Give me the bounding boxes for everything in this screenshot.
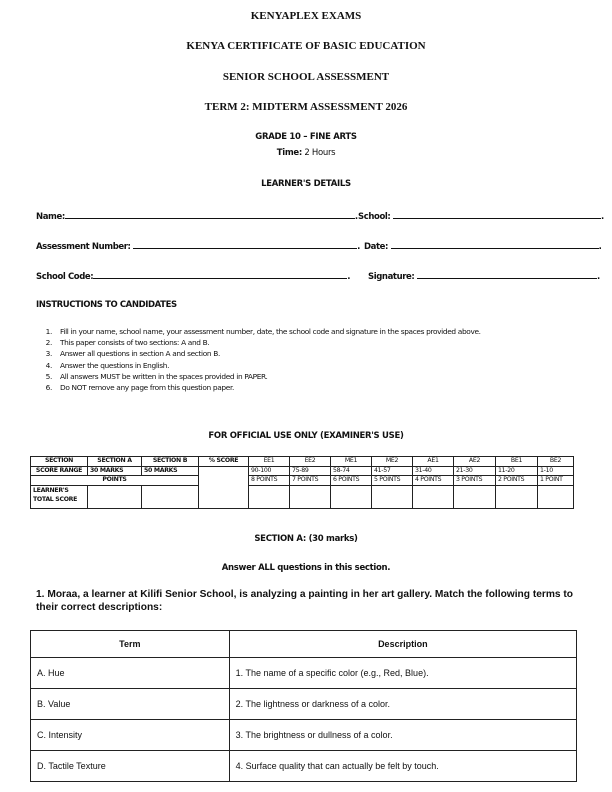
level-header-cell: AE2: [454, 457, 496, 467]
school-row: School: .: [358, 212, 604, 222]
level-score-cell[interactable]: [249, 485, 290, 508]
time-line: [0, 148, 612, 158]
points-cell: 3 POINTS: [454, 476, 496, 486]
certificate-title: KENYA CERTIFICATE OF BASIC EDUCATION: [186, 40, 426, 52]
assessment-number-label: Assessment Number:: [36, 242, 131, 252]
school-code-label: School Code:: [36, 272, 94, 282]
points-cell: 4 POINTS: [413, 476, 454, 486]
date-row: Date: .: [364, 242, 602, 252]
description-cell: 2. The lightness or darkness of a color.: [229, 689, 576, 720]
instruction-item: 3. Answer all questions in section A and section B.: [54, 348, 594, 359]
points-cell: 7 POINTS: [290, 476, 331, 486]
assessment-number-field[interactable]: [133, 240, 357, 249]
instruction-item: 5. All answers MUST be written in the spaces provided in PAPER.: [54, 371, 594, 382]
range-cell: 31-40: [413, 466, 454, 476]
school-label: School:: [358, 212, 391, 222]
level-header-cell: ME2: [372, 457, 413, 467]
points-cell: 2 POINTS: [496, 476, 538, 486]
term-cell: A. Hue: [31, 658, 230, 689]
section-a-subheading: Answer ALL questions in this section.: [221, 563, 391, 573]
description-cell: 1. The name of a specific color (e.g., Red, Blue).: [229, 658, 576, 689]
level-score-cell[interactable]: [372, 485, 413, 508]
learner-total-score-label-cell: [31, 485, 88, 508]
range-cell: 1-10: [538, 466, 574, 476]
table-row: [31, 658, 577, 689]
table-row: [31, 689, 577, 720]
question-1: 1. Moraa, a learner at Kilifi Senior School, is analyzing a painting in her art gallery. Match the following terms to their correct descriptions:: [36, 589, 574, 613]
instructions-heading: INSTRUCTIONS TO CANDIDATES: [36, 300, 177, 310]
official-score-table: [30, 456, 574, 509]
table-row: [31, 631, 577, 658]
points-cell: 6 POINTS: [331, 476, 372, 486]
section-a-score-cell[interactable]: [88, 485, 142, 508]
learner-score-label-line1: LEARNER'S: [33, 486, 69, 494]
description-cell: 3. The brightness or dullness of a color.: [229, 720, 576, 751]
percent-score-header-cell: % SCORE: [199, 457, 249, 467]
term-title: TERM 2: MIDTERM ASSESSMENT 2026: [204, 101, 408, 113]
level-header-cell: AE1: [413, 457, 454, 467]
range-cell: 21-30: [454, 466, 496, 476]
level-score-cell[interactable]: [413, 485, 454, 508]
name-field[interactable]: [65, 210, 355, 219]
table-row: [31, 751, 577, 782]
date-field[interactable]: [391, 240, 599, 249]
points-cell: 8 POINTS: [249, 476, 290, 486]
signature-field[interactable]: [417, 270, 597, 279]
range-cell: 58-74: [331, 466, 372, 476]
name-label: Name:: [36, 212, 65, 222]
section-a-heading: SECTION A: (30 marks): [254, 534, 358, 544]
level-score-cell[interactable]: [454, 485, 496, 508]
table-row: [31, 476, 574, 486]
range-cell: 11-20: [496, 466, 538, 476]
level-header-cell: EE1: [249, 457, 290, 467]
section-a-header-cell: SECTION A: [88, 457, 142, 467]
school-field[interactable]: [393, 210, 601, 219]
range-cell: 90-100: [249, 466, 290, 476]
level-score-cell[interactable]: [290, 485, 331, 508]
instructions-list: [36, 326, 594, 393]
description-header: Description: [229, 631, 576, 658]
instruction-item: 1. Fill in your name, school name, your assessment number, date, the school code and signature in the spaces provided above.: [54, 326, 594, 337]
section-header-cell: SECTION: [31, 457, 88, 467]
points-label-cell: POINTS: [31, 476, 199, 486]
school-code-field[interactable]: [93, 270, 347, 279]
learner-score-label-line2: TOTAL SCORE: [33, 495, 78, 503]
signature-row: Signature: .: [368, 272, 600, 282]
term-cell: C. Intensity: [31, 720, 230, 751]
percent-score-cell[interactable]: [199, 466, 249, 508]
assessment-title: SENIOR SCHOOL ASSESSMENT: [222, 71, 390, 83]
description-cell: 4. Surface quality that can actually be felt by touch.: [229, 751, 576, 782]
term-header: Term: [31, 631, 230, 658]
score-range-label-cell: SCORE RANGE: [31, 466, 88, 476]
level-score-cell[interactable]: [331, 485, 372, 508]
range-cell: 75-89: [290, 466, 331, 476]
term-cell: B. Value: [31, 689, 230, 720]
time-value: 2 Hours: [304, 148, 336, 158]
instruction-item: 2. This paper consists of two sections: A and B.: [54, 337, 594, 348]
points-cell: 5 POINTS: [372, 476, 413, 486]
time-label: Time:: [276, 148, 302, 158]
assessment-number-row: Assessment Number: .: [36, 242, 360, 252]
range-cell: 41-57: [372, 466, 413, 476]
subject-title: GRADE 10 – FINE ARTS: [255, 132, 357, 142]
table-row: [31, 485, 574, 508]
level-score-cell[interactable]: [496, 485, 538, 508]
section-b-header-cell: SECTION B: [142, 457, 199, 467]
signature-label: Signature:: [368, 272, 415, 282]
instruction-item: 6. Do NOT remove any page from this question paper.: [54, 382, 594, 393]
level-header-cell: BE2: [538, 457, 574, 467]
name-row: Name: .: [36, 212, 358, 222]
level-header-cell: ME1: [331, 457, 372, 467]
instruction-item: 4. Answer the questions in English.: [54, 360, 594, 371]
table-row: [31, 457, 574, 467]
table-row: [31, 720, 577, 751]
points-cell: 1 POINT: [538, 476, 574, 486]
level-score-cell[interactable]: [538, 485, 574, 508]
table-row: [31, 466, 574, 476]
section-b-marks-cell: 50 MARKS: [142, 466, 199, 476]
level-header-cell: BE1: [496, 457, 538, 467]
matching-table: [30, 630, 577, 782]
level-header-cell: EE2: [290, 457, 331, 467]
term-cell: D. Tactile Texture: [31, 751, 230, 782]
exam-org: KENYAPLEX EXAMS: [250, 10, 362, 22]
section-a-marks-cell: 30 MARKS: [88, 466, 142, 476]
learner-details-heading: LEARNER'S DETAILS: [261, 179, 351, 189]
school-code-row: School Code: .: [36, 272, 351, 282]
section-b-score-cell[interactable]: [142, 485, 199, 508]
official-use-heading: FOR OFFICIAL USE ONLY (EXAMINER'S USE): [208, 431, 404, 441]
date-label: Date:: [364, 242, 389, 252]
